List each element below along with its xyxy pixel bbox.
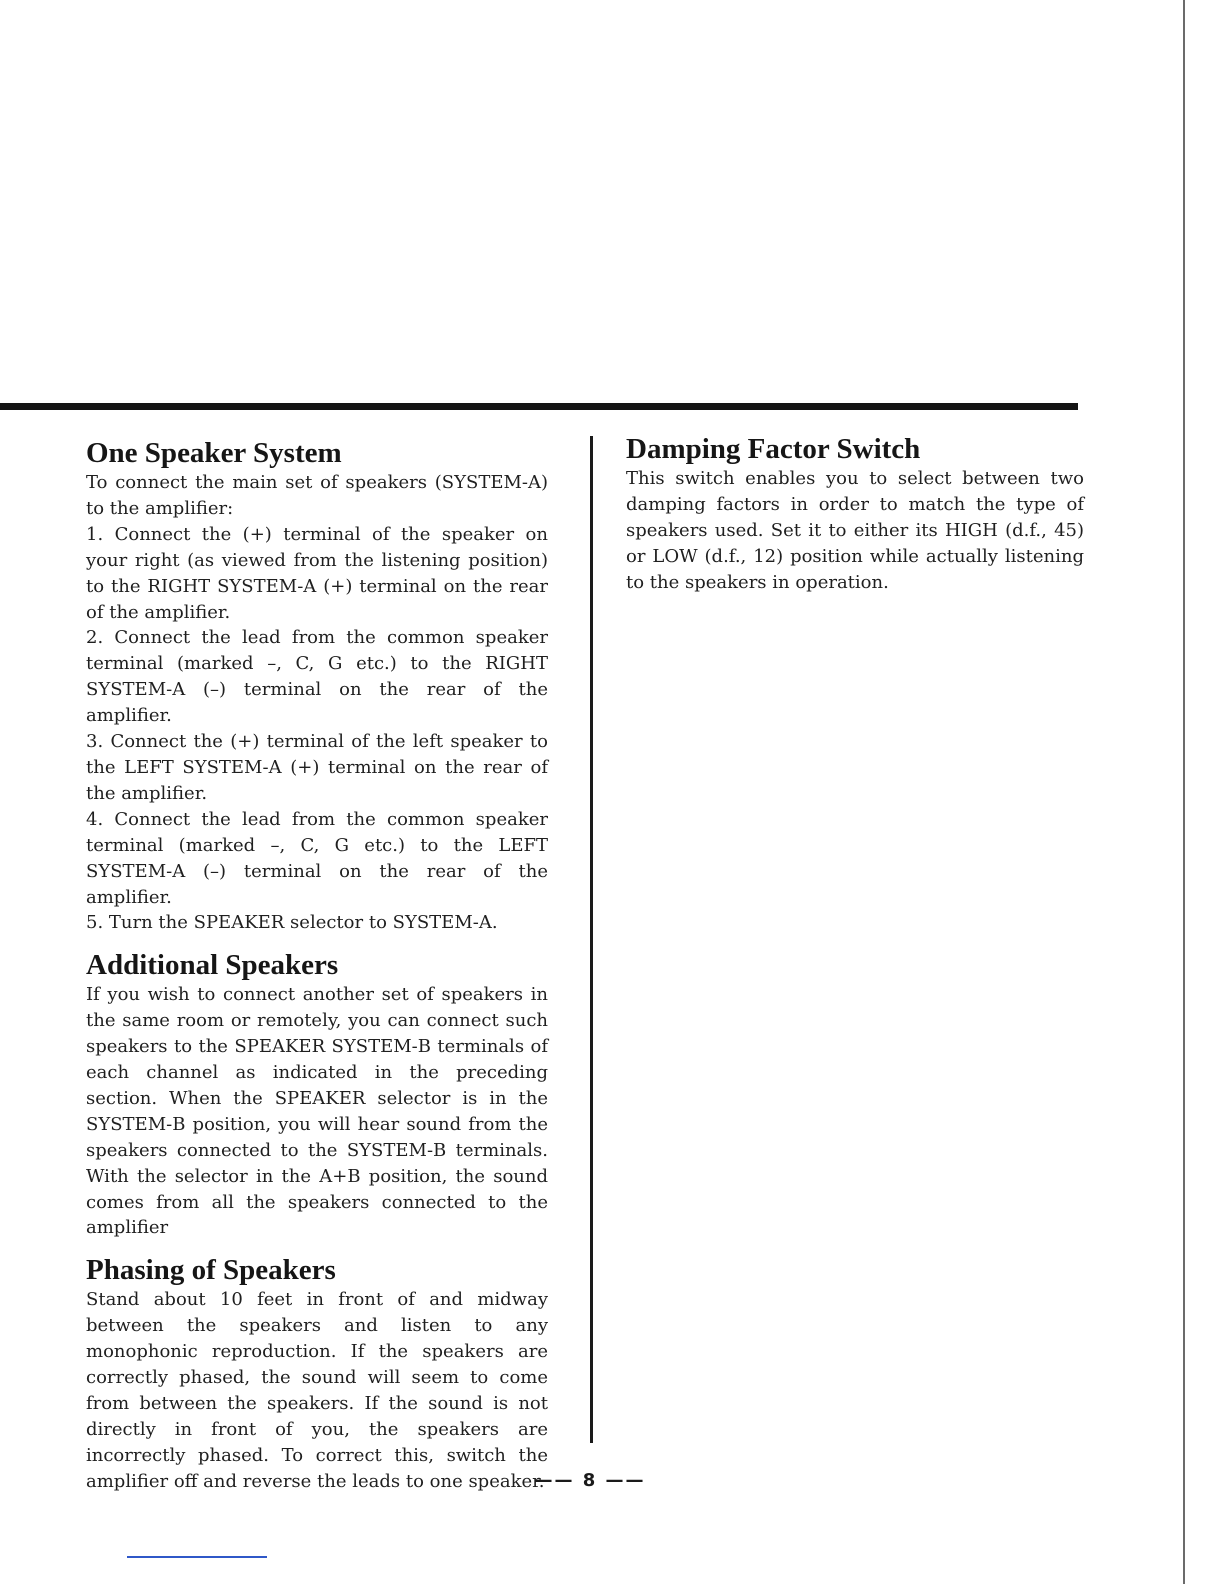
step-4: 4. Connect the lead from the common speaker terminal (marked –, C, G etc.) to the LEFT SYSTEM-A (–) terminal on the rear of the amplifier. <box>86 808 548 908</box>
heading-one-speaker-system: One Speaker System <box>86 437 342 469</box>
top-rule <box>0 403 1078 410</box>
page-edge-line <box>1183 0 1185 1584</box>
damping-factor-body: This switch enables you to select between two damping factors in order to match the type of speakers used. Set it to either its HIGH (d.f., 45) or LOW (d.f., 12) position while actually listening to the speakers in operation. <box>626 468 1084 593</box>
heading-additional-speakers: Additional Speakers <box>86 949 339 982</box>
phasing-body: Stand about 10 feet in front of and midway between the speakers and listen to any monophonic reproduction. If the speakers are correctly phased, the sound will seem to come from between the speakers. If the sound is not directly in front of you, the speakers are incorrectly phased. To correct this, switch the amplifier off and reverse the leads to one speaker. <box>86 1289 548 1492</box>
intro-paragraph: To connect the main set of speakers (SYSTEM-A) to the amplifier: <box>86 472 548 519</box>
step-1: 1. Connect the (+) terminal of the speaker on your right (as viewed from the listening position) to the RIGHT SYSTEM-A (+) terminal on the rear of the amplifier. <box>86 523 548 623</box>
page-number: —— 8 —— <box>534 1470 646 1491</box>
step-2: 2. Connect the lead from the common speaker terminal (marked –, C, G etc.) to the RIGHT SYSTEM-A (–) terminal on the rear of the amplifier. <box>86 627 548 727</box>
footer-line <box>127 1556 267 1558</box>
heading-damping-factor-switch: Damping Factor Switch <box>626 433 921 465</box>
step-3: 3. Connect the (+) terminal of the left speaker to the LEFT SYSTEM-A (+) terminal on the rear of the amplifier. <box>86 731 548 804</box>
section-additional-speakers <box>86 948 548 1241</box>
additional-speakers-body: If you wish to connect another set of speakers in the same room or remotely, you can connect such speakers to the SPEAKER SYSTEM-B terminals of each channel as indicated in the preceding section. When the SPEAKER selector is in the SYSTEM-B position, you will hear sound from the speakers connected to the SYSTEM-B terminals. With the selector in the A+B position, the sound comes from all the speakers connected to the amplifier <box>86 984 548 1239</box>
section-one-speaker-system <box>86 436 548 936</box>
heading-phasing-of-speakers: Phasing of Speakers <box>86 1254 336 1287</box>
step-5: 5. Turn the SPEAKER selector to SYSTEM-A. <box>86 912 498 934</box>
left-column <box>86 436 548 1507</box>
column-divider <box>590 436 593 1443</box>
section-damping-factor-switch <box>626 432 1084 596</box>
right-column <box>626 432 1084 608</box>
section-phasing-of-speakers <box>86 1253 548 1494</box>
